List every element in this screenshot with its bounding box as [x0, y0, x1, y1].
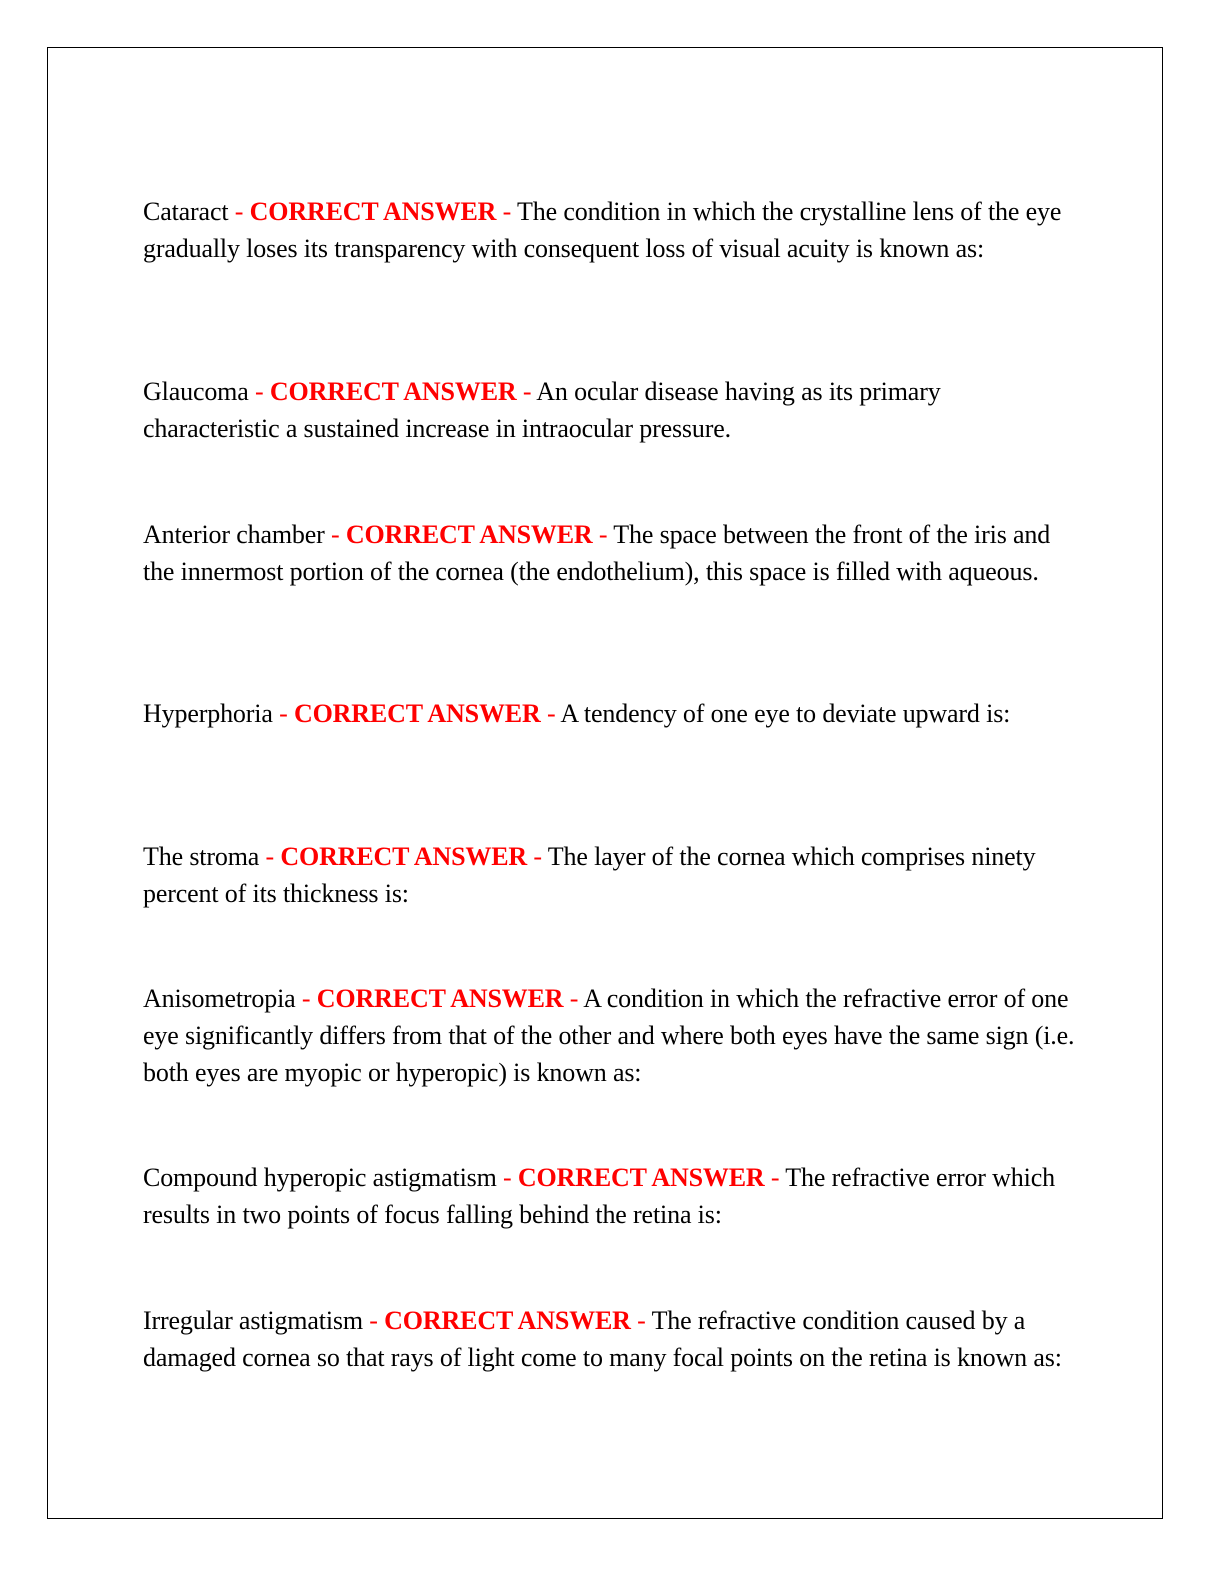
- flashcard-item: [143, 695, 1083, 732]
- correct-answer-label: CORRECT ANSWER: [280, 842, 528, 871]
- separator: -: [563, 984, 584, 1013]
- flashcard-item: [143, 1302, 1083, 1376]
- separator: -: [362, 1306, 385, 1335]
- term: The stroma: [143, 842, 260, 871]
- separator: -: [527, 842, 548, 871]
- flashcard-item: [143, 193, 1083, 267]
- definition: The condition in which the crystalline lens of the eye gradually loses its transparency with consequent loss of visual acuity is known as:: [143, 197, 1062, 263]
- correct-answer-label: CORRECT ANSWER: [345, 520, 593, 549]
- separator: -: [248, 377, 270, 406]
- flashcard-item: [143, 980, 1083, 1091]
- flashcard-item: [143, 838, 1083, 912]
- correct-answer-label: CORRECT ANSWER: [316, 984, 564, 1013]
- term: Anisometropia: [143, 984, 296, 1013]
- term: Glaucoma: [143, 377, 249, 406]
- term: Cataract: [143, 197, 229, 226]
- definition: A tendency of one eye to deviate upward is:: [560, 699, 1011, 728]
- separator: -: [496, 1163, 518, 1192]
- separator: -: [295, 984, 317, 1013]
- definition: The space between the front of the iris and the innermost portion of the cornea (the endothelium), this space is filled with aqueous.: [143, 520, 1051, 586]
- page-border: [47, 47, 1163, 1519]
- separator: -: [764, 1163, 786, 1192]
- separator: -: [228, 197, 250, 226]
- correct-answer-label: CORRECT ANSWER: [384, 1306, 631, 1335]
- definition: The refractive error which results in two points of focus falling behind the retina is:: [143, 1163, 1055, 1229]
- correct-answer-label: CORRECT ANSWER: [249, 197, 497, 226]
- definition: A condition in which the refractive error of one eye significantly differs from that of the other and where both eyes have the same sign (i.e. both eyes are myopic or hyperopic) is known as:: [143, 984, 1075, 1087]
- term: Compound hyperopic astigmatism: [143, 1163, 497, 1192]
- separator: -: [592, 520, 614, 549]
- separator: -: [540, 699, 561, 728]
- flashcard-item: [143, 1159, 1083, 1233]
- correct-answer-label: CORRECT ANSWER: [517, 1163, 765, 1192]
- term: Hyperphoria: [143, 699, 273, 728]
- correct-answer-label: CORRECT ANSWER: [269, 377, 517, 406]
- term: Anterior chamber: [143, 520, 325, 549]
- definition: The refractive condition caused by a damaged cornea so that rays of light come to many focal points on the retina is known as:: [143, 1306, 1062, 1372]
- separator: -: [516, 377, 537, 406]
- separator: -: [259, 842, 281, 871]
- separator: -: [496, 197, 518, 226]
- correct-answer-label: CORRECT ANSWER: [293, 699, 541, 728]
- separator: -: [630, 1306, 652, 1335]
- flashcard-item: [143, 373, 1083, 447]
- definition: The layer of the cornea which comprises ninety percent of its thickness is:: [143, 842, 1036, 908]
- term: Irregular astigmatism: [143, 1306, 363, 1335]
- definition: An ocular disease having as its primary characteristic a sustained increase in intraocular pressure.: [143, 377, 941, 443]
- flashcard-item: [143, 516, 1083, 590]
- separator: -: [272, 699, 294, 728]
- separator: -: [324, 520, 346, 549]
